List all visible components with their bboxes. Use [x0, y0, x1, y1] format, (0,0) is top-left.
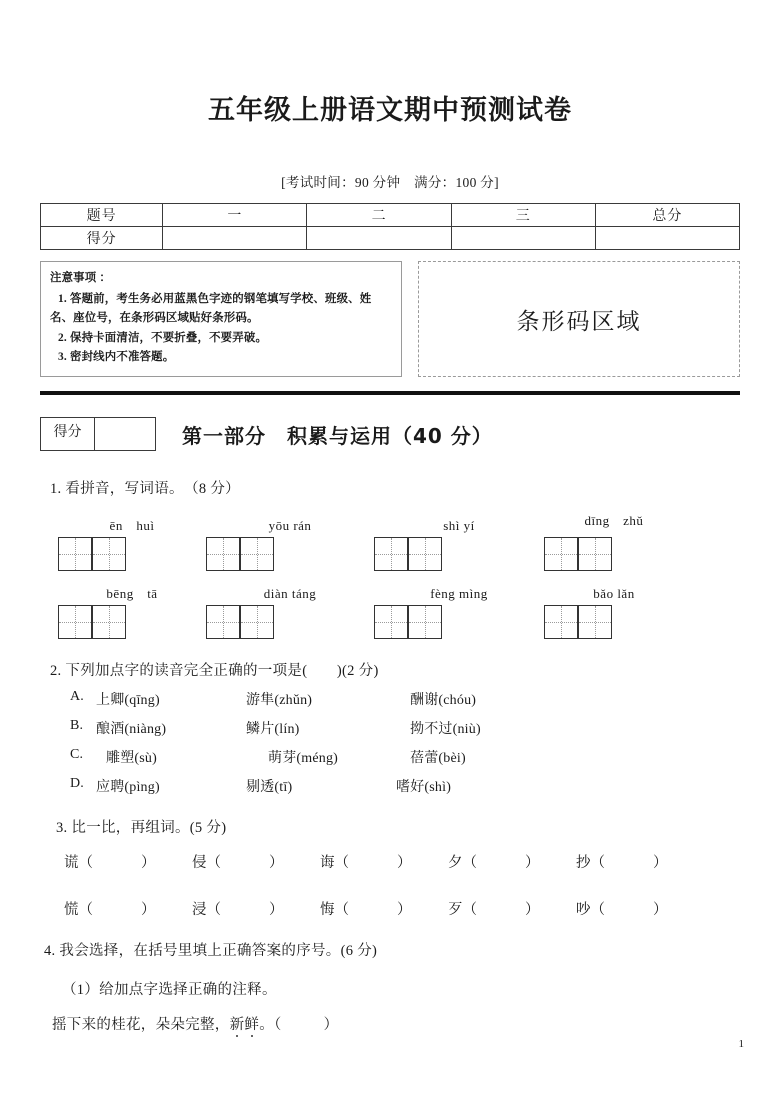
score-table-cell: 三 — [451, 204, 595, 227]
option-item: 剔透(tī) — [246, 780, 293, 796]
score-table-cell: 一 — [163, 204, 307, 227]
compare-cell[interactable]: 吵（ ） — [576, 902, 668, 919]
pinyin-text: bēng tā — [106, 586, 158, 602]
tianzige-cell[interactable] — [58, 605, 92, 639]
pinyin-word-group — [544, 586, 684, 639]
pinyin-word-group — [374, 586, 544, 639]
notice-box — [40, 261, 402, 377]
question-2-stem: 2. 下列加点字的读音完全正确的一项是( )(2 分) — [50, 663, 379, 680]
table-row-question-numbers — [41, 204, 740, 227]
tianzige-cell[interactable] — [58, 537, 92, 571]
option-letter: C. — [70, 747, 84, 763]
compare-row-2 — [64, 898, 740, 919]
question-2-options — [40, 689, 740, 796]
pinyin-text: diàn táng — [263, 586, 317, 602]
table-row-scores — [41, 227, 740, 250]
compare-cell[interactable]: 夕（ ） — [448, 855, 540, 872]
pinyin-word-group — [58, 515, 206, 571]
tianzige-pair[interactable] — [58, 605, 206, 639]
compare-char: 浸 — [192, 902, 207, 919]
score-table-container — [0, 203, 780, 250]
option-item: 萌芽(méng) — [268, 751, 339, 767]
option-item: 鳞片(lín) — [246, 722, 300, 738]
compare-cell[interactable]: 悔（ ） — [320, 902, 412, 919]
tianzige-pair[interactable] — [544, 605, 684, 639]
pinyin-word-group — [206, 518, 374, 571]
compare-char: 诲 — [320, 855, 335, 872]
section-divider — [40, 391, 740, 395]
sentence-answer-paren[interactable]: 。（ ） — [259, 1017, 339, 1034]
tianzige-cell[interactable] — [374, 605, 408, 639]
tianzige-cell[interactable] — [206, 605, 240, 639]
pinyin-word-group — [206, 586, 374, 639]
tianzige-pair[interactable] — [544, 537, 684, 571]
section-score-input[interactable] — [95, 418, 155, 450]
section-header — [0, 417, 780, 451]
compare-cell[interactable]: 谎（ ） — [64, 855, 156, 872]
dotted-char: 鲜 — [244, 1017, 260, 1034]
tianzige-pair[interactable] — [206, 537, 374, 571]
tianzige-cell[interactable] — [408, 605, 442, 639]
compare-char: 歹 — [448, 902, 463, 919]
option-row-a[interactable] — [70, 689, 740, 709]
question-4 — [0, 939, 780, 1034]
pinyin-text: ēn huì — [109, 518, 155, 534]
option-letter: D. — [70, 776, 85, 792]
pinyin-grid-block — [40, 510, 740, 639]
compare-cell[interactable]: 慌（ ） — [64, 902, 156, 919]
compare-row-1 — [64, 851, 740, 872]
tianzige-pair[interactable] — [206, 605, 374, 639]
compare-cell[interactable]: 诲（ ） — [320, 855, 412, 872]
tianzige-cell[interactable] — [374, 537, 408, 571]
tianzige-cell[interactable] — [544, 605, 578, 639]
tianzige-cell[interactable] — [240, 605, 274, 639]
tianzige-pair[interactable] — [58, 537, 206, 571]
tianzige-cell[interactable] — [578, 537, 612, 571]
notice-item: 3. 密封线内不准答题。 — [58, 351, 175, 364]
pinyin-word-group — [374, 518, 544, 571]
pinyin-text: bǎo lǎn — [593, 586, 635, 602]
option-item: 酬谢(chóu) — [410, 693, 477, 709]
option-item: 雕塑(sù) — [106, 751, 157, 767]
question-4-sentence — [40, 1013, 740, 1034]
page-title: 五年级上册语文期中预测试卷 — [208, 95, 572, 126]
option-item: 拗不过(niù) — [410, 722, 481, 738]
pinyin-text: fèng mìng — [430, 586, 488, 602]
question-4-stem: 4. 我会选择，在括号里填上正确答案的序号。(6 分) — [44, 943, 378, 960]
score-entry-cell[interactable] — [595, 227, 739, 250]
pinyin-word-group — [544, 510, 684, 571]
dotted-char: 新 — [229, 1017, 245, 1034]
score-table-row-label: 题号 — [41, 204, 163, 227]
option-row-b[interactable] — [70, 718, 740, 738]
option-row-d[interactable] — [70, 776, 740, 796]
tianzige-cell[interactable] — [92, 605, 126, 639]
option-item: 酿酒(niàng) — [96, 722, 167, 738]
notice-item: 1. 答题前，考生务必用蓝黑色字迹的钢笔填写学校、班级、姓名、座位号，在条形码区域贴好条形码。 — [50, 292, 372, 325]
question-3-grid — [40, 851, 740, 919]
tianzige-cell[interactable] — [240, 537, 274, 571]
pinyin-text: dīng zhǔ — [584, 513, 644, 529]
barcode-area-label: 条形码区域 — [516, 308, 642, 335]
tianzige-cell[interactable] — [578, 605, 612, 639]
page-number: 1 — [738, 1038, 744, 1050]
compare-char: 谎 — [64, 855, 79, 872]
option-row-c[interactable] — [70, 747, 740, 767]
question-1-stem: 1. 看拼音，写词语。 （8 分） — [50, 481, 240, 498]
option-letter: A. — [70, 689, 85, 705]
barcode-area — [418, 261, 740, 377]
option-item: 蓓蕾(bèi) — [410, 751, 466, 767]
pinyin-row-2 — [58, 583, 740, 639]
compare-cell[interactable]: 歹（ ） — [448, 902, 540, 919]
option-item: 应聘(pìng) — [96, 780, 160, 796]
pinyin-text: shì yí — [443, 518, 475, 534]
compare-char: 悔 — [320, 902, 335, 919]
score-table-row-label: 得分 — [41, 227, 163, 250]
pinyin-text: yōu rán — [268, 518, 312, 534]
tianzige-pair[interactable] — [374, 605, 544, 639]
option-item: 嗜好(shì) — [396, 780, 452, 796]
score-table-cell: 二 — [307, 204, 451, 227]
section-title: 第一部分 积累与运用（40 分） — [182, 423, 493, 448]
compare-char: 吵 — [576, 902, 591, 919]
tianzige-cell[interactable] — [544, 537, 578, 571]
question-1 — [0, 477, 780, 639]
compare-char: 慌 — [64, 902, 79, 919]
tianzige-cell[interactable] — [92, 537, 126, 571]
score-table — [40, 203, 740, 250]
tianzige-pair[interactable] — [374, 537, 544, 571]
compare-char: 抄 — [576, 855, 591, 872]
exam-meta-line: [考试时间：90 分钟 满分：100 分] — [281, 175, 499, 190]
sentence-text: 摇下来的桂花，朵朵完整， — [52, 1017, 230, 1034]
question-2 — [0, 659, 780, 796]
option-item: 上卿(qīng) — [96, 693, 160, 709]
pinyin-word-group — [58, 583, 206, 639]
notice-title: 注意事项 ： — [50, 272, 112, 284]
score-entry-cell[interactable] — [163, 227, 307, 250]
notice-barcode-row — [0, 261, 780, 377]
compare-char: 侵 — [192, 855, 207, 872]
question-3-stem: 3. 比一比，再组词。(5 分) — [56, 820, 227, 837]
compare-cell[interactable]: 浸（ ） — [192, 902, 284, 919]
question-4-sub-1: （1）给加点字选择正确的注释。 — [62, 982, 277, 999]
compare-char: 夕 — [448, 855, 463, 872]
section-score-box — [40, 417, 156, 451]
score-entry-cell[interactable] — [307, 227, 451, 250]
option-item: 游隼(zhǔn) — [246, 693, 313, 709]
compare-cell[interactable]: 侵（ ） — [192, 855, 284, 872]
tianzige-cell[interactable] — [408, 537, 442, 571]
option-letter: B. — [70, 718, 84, 734]
score-table-cell: 总分 — [595, 204, 739, 227]
section-score-label: 得分 — [41, 418, 95, 450]
score-entry-cell[interactable] — [451, 227, 595, 250]
question-3 — [0, 816, 780, 919]
compare-cell[interactable]: 抄（ ） — [576, 855, 668, 872]
pinyin-row-1 — [58, 510, 740, 571]
notice-item: 2. 保持卡面清洁，不要折叠，不要弄破。 — [58, 331, 268, 344]
tianzige-cell[interactable] — [206, 537, 240, 571]
